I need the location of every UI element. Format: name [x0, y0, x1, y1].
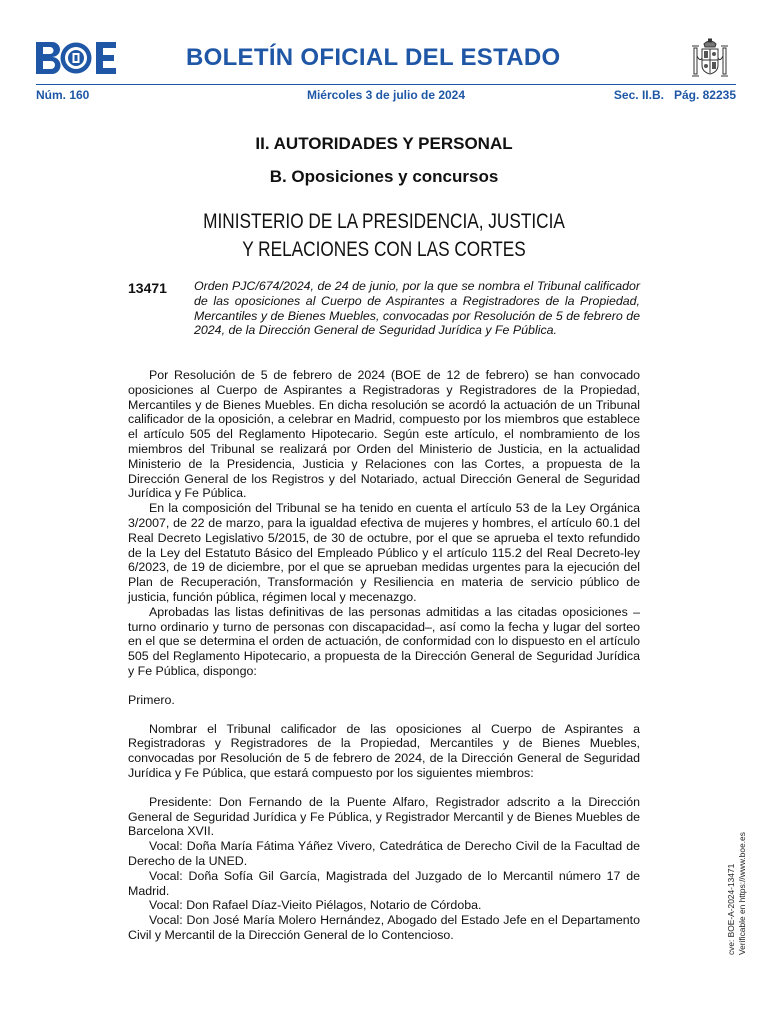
paragraph: Por Resolución de 5 de febrero de 2024 (BOE de 12 de febrero) se han convocado oposiciones al Cuerpo de Aspirantes a Registradoras y Registradores de la Propiedad, Mercantiles y de Bienes Muebles. En dicha resolución se acordó la actuación de un Tribunal calificador de la oposición, a celebrar en Madrid, compuesto por los miembros que establece el artículo 505 del Reglamento Hipotecario. Según este artículo, el nombramiento de los miembros del Tribunal se realizará por Orden del Ministerio de Justicia, en la actualidad Ministerio de la Presidencia, Justicia y Relaciones con las Cortes, a propuesta de la Dirección General de los Registros y del Notariado, actual Dirección General de Seguridad Jurídica y Fe Pública. [128, 368, 640, 501]
tribunal-member: Presidente: Don Fernando de la Puente Alfaro, Registrador adscrito a la Dirección General de Seguridad Jurídica y Fe Pública, y Registrador Mercantil y de Bienes Muebles de Barcelona XVII. [128, 794, 640, 839]
ministry-heading [69, 208, 699, 264]
issue-date: Miércoles 3 de julio de 2024 [306, 88, 466, 102]
cve-code: cve: BOE-A-2024-13471 [726, 863, 736, 955]
gazette-info-row [36, 88, 736, 104]
issue-number: Núm. 160 [36, 88, 90, 102]
verification-link[interactable]: Verificable en https://www.boe.es [736, 832, 747, 955]
paragraph: Nombrar el Tribunal calificador de las oposiciones al Cuerpo de Aspirantes a Registradoras y Registradores de la Propiedad, Mercantiles y de Bienes Muebles, convocadas por Resolución de 5 de febrero de 2024, de la Dirección General de Seguridad Jurídica y Fe Pública, que estará compuesto por los siguientes miembros: [128, 721, 640, 780]
order-number: 13471 [128, 280, 167, 296]
verification-note [726, 795, 747, 955]
paragraph: Aprobadas las listas definitivas de las personas admitidas a las citadas oposiciones –turno ordinario y turno de personas con discapacidad–, así como la fecha y lugar del sorteo en el que se determina el orden de actuación, de conformidad con lo dispuesto en el artículo 505 del Reglamento Hipotecario, a propuesta de la Dirección General de Seguridad Jurídica y Fe Pública, dispongo: [128, 604, 640, 678]
coat-of-arms-icon [690, 38, 730, 80]
tribunal-member: Vocal: Doña María Fátima Yáñez Vivero, Catedrática de Derecho Civil de la Facultad de Derecho de la UNED. [128, 839, 640, 868]
tribunal-member: Vocal: Doña Sofía Gil García, Magistrada del Juzgado de lo Mercantil número 17 de Madrid. [128, 868, 640, 898]
gazette-title: BOLETÍN OFICIAL DEL ESTADO [186, 44, 561, 71]
tribunal-member: Vocal: Don José María Molero Hernández, Abogado del Estado Jefe en el Departamento Civil y Mercantil de la Dirección General de lo Contencioso. [128, 913, 640, 942]
article-heading: Primero. [128, 692, 175, 707]
header-rule [36, 84, 736, 85]
order-title: Orden PJC/674/2024, de 24 de junio, por la que se nombra el Tribunal calificador de las oposiciones al Cuerpo de Aspirantes a Registradores de la Propiedad, Mercantiles y de Bienes Muebles, convocadas por Resolución de 5 de febrero de 2024, de la Dirección General de Seguridad Jurídica y Fe Pública. [194, 279, 640, 338]
boe-logo [36, 42, 116, 74]
paragraph: En la composición del Tribunal se ha tenido en cuenta el artículo 53 de la Ley Orgánica 3/2007, de 22 de marzo, para la igualdad efectiva de mujeres y hombres, el artículo 60.1 del Real Decreto Legislativo 5/2015, de 30 de octubre, por el que se aprueba el texto refundido de la Ley del Estatuto Básico del Empleado Público y el artículo 115.2 del Real Decreto-ley 6/2023, de 19 de diciembre, por el que se aprueban medidas urgentes para la ejecución del Plan de Recuperación, Transformación y Resiliencia en materia de servicio público de justicia, función pública, régimen local y mecenazgo. [128, 501, 640, 604]
document-body [128, 368, 640, 943]
ministry-line-2: Y RELACIONES CON LAS CORTES [242, 238, 526, 261]
section-title: II. AUTORIDADES Y PERSONAL [255, 134, 513, 153]
ministry-line-1: MINISTERIO DE LA PRESIDENCIA, JUSTICIA [203, 210, 565, 233]
tribunal-member: Vocal: Don Rafael Díaz-Vieito Piélagos, Notario de Córdoba. [149, 898, 482, 913]
section-page: Sec. II.B. Pág. 82235 [613, 88, 736, 102]
section-subtitle: B. Oposiciones y concursos [269, 167, 499, 186]
